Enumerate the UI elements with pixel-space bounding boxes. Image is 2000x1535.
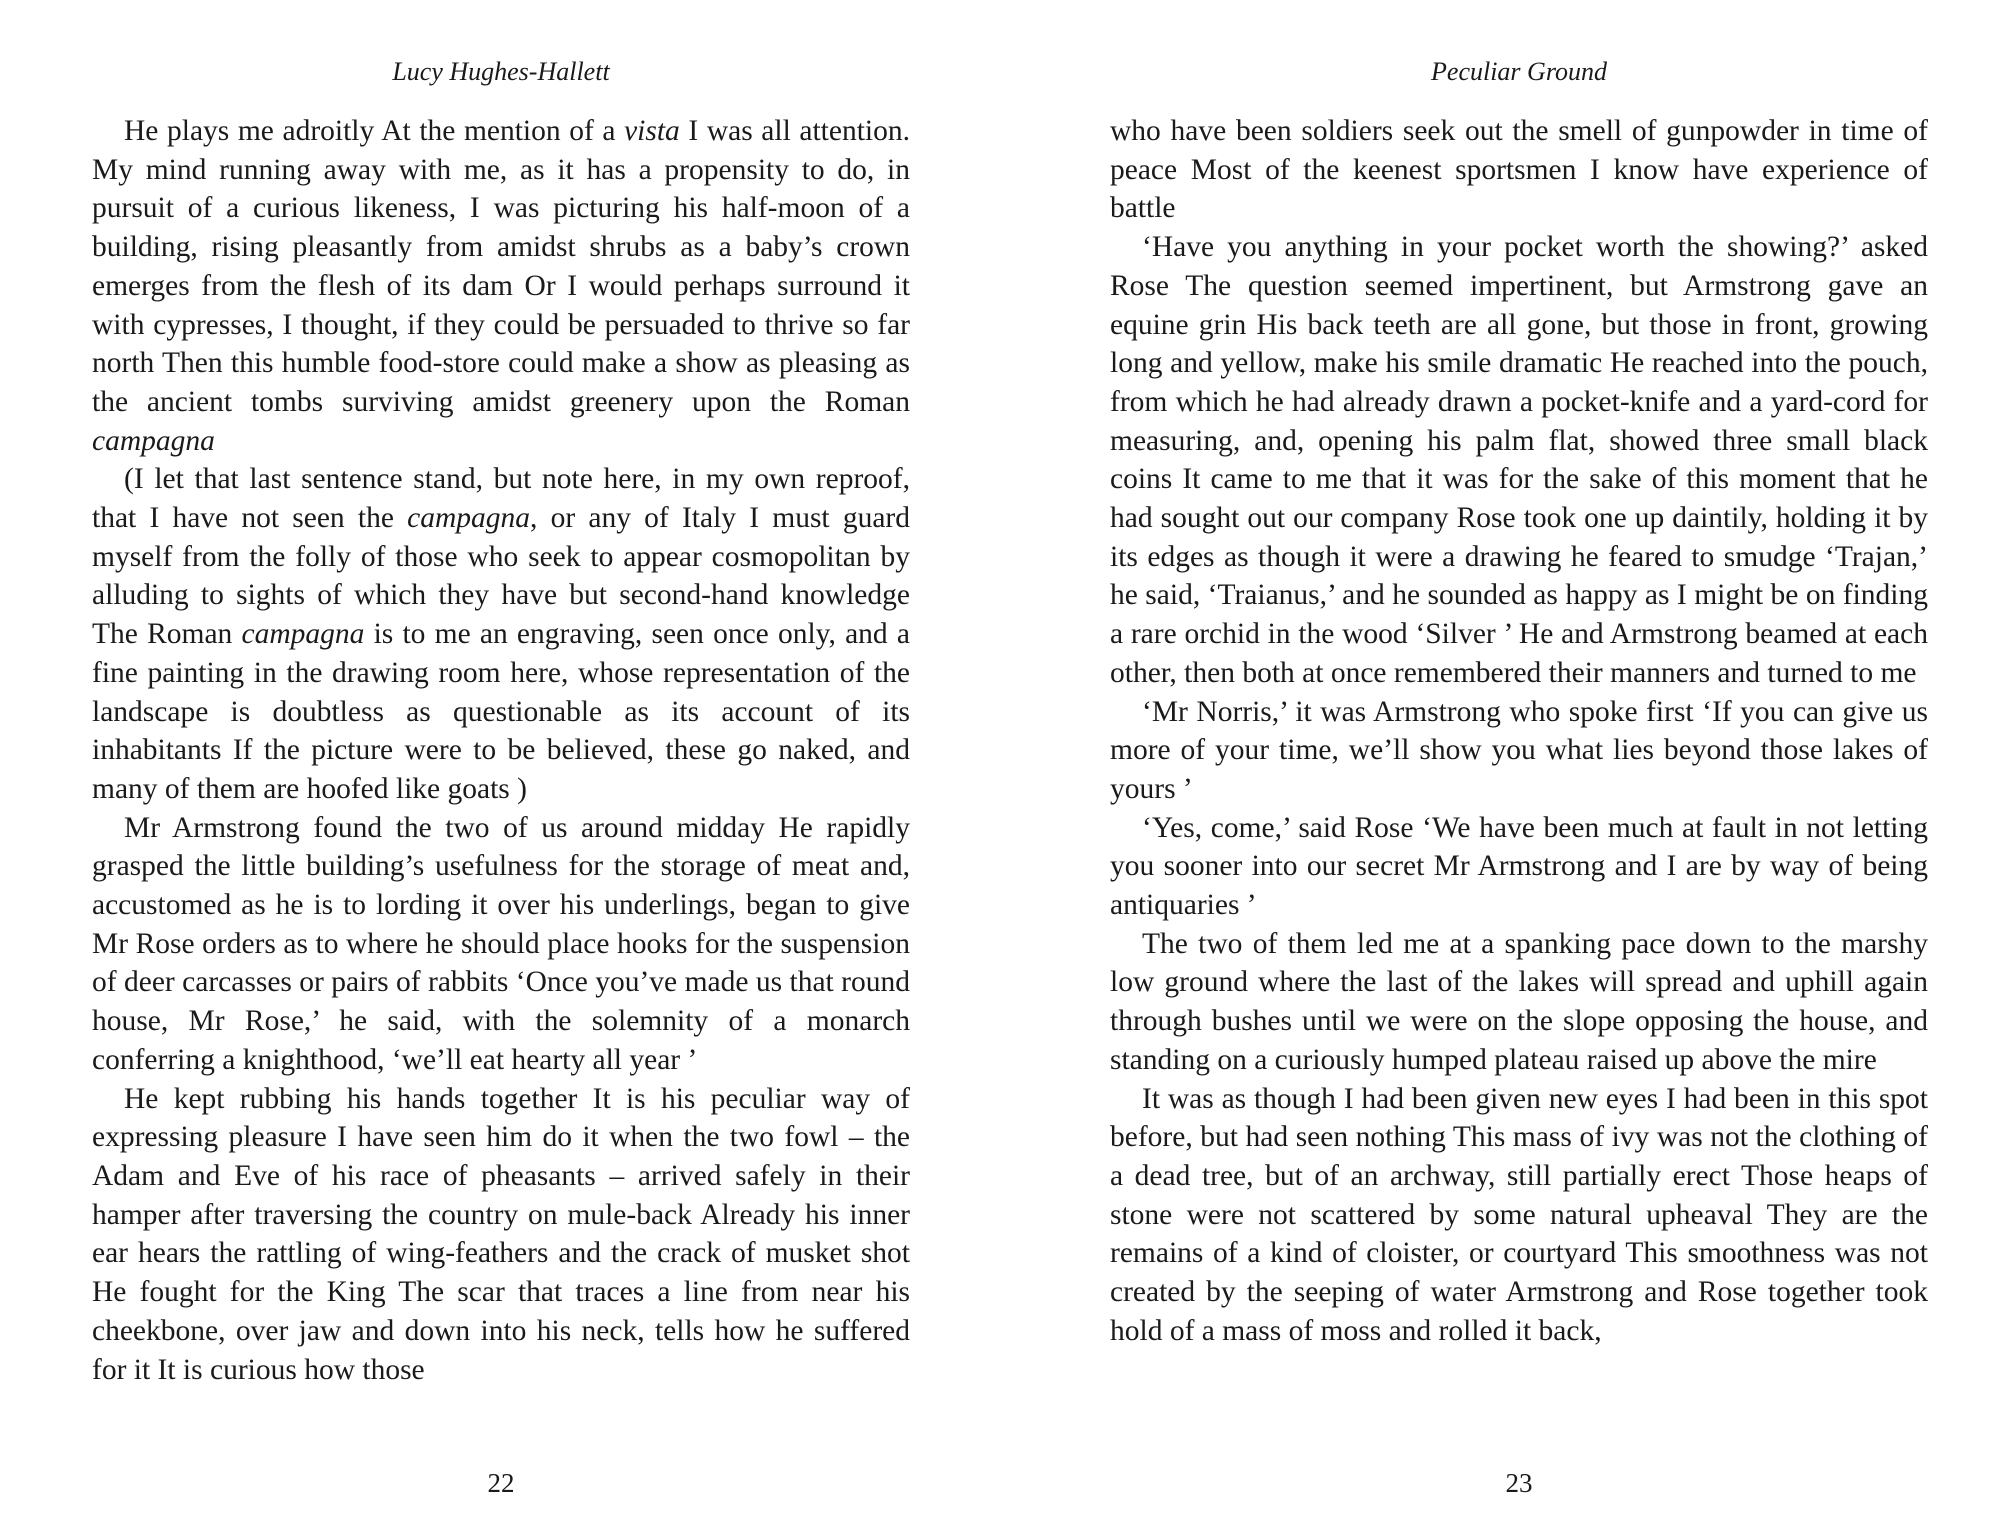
italic-text-run: campagna xyxy=(407,502,531,535)
paragraph xyxy=(92,809,910,1080)
text-run: The two of them led me at a spanking pace down to the marshy low ground where the last of the lakes will spread and uphill again through bushes until we were on the slope opposing the house, and standing on a curiously humped plateau raised up above the mire xyxy=(1110,927,1928,1076)
text-run: He kept rubbing his hands together It is his peculiar way of expressing pleasure I have seen him do it when the two fowl – the Adam and Eve of his race of pheasants – arrived safely in their hamper after traversing the country on mule-back Already his inner ear hears the rattling of wing-feathers and the crack of musket shot He fought for the King The scar that traces a line from near his cheekbone, over jaw and down into his neck, tells how he suffered for it It is curious how those xyxy=(92,1082,910,1386)
text-run: ‘Yes, come,’ said Rose ‘We have been much at fault in not letting you sooner into our secret Mr Armstrong and I are by way of being antiquaries ’ xyxy=(1110,811,1928,922)
page-number: 23 xyxy=(1505,1468,1533,1498)
page-number: 22 xyxy=(487,1468,515,1498)
running-head-title: Peculiar Ground xyxy=(1431,57,1607,86)
italic-text-run: campagna xyxy=(92,424,215,457)
text-run: , or any of Italy I must guard myself from the folly of those who seek to appear cosmopolitan by alluding to sights of which they have but second-hand knowledge The Roman xyxy=(92,502,910,651)
paragraph xyxy=(92,460,910,808)
text-run: is to me an engraving, seen once only, and a fine painting in the drawing room here, whose representation of the landscape is doubtless as questionable as its account of its inhabitants If the picture were to be believed, these go naked, and many of them are hoofed like goats ) xyxy=(92,618,910,805)
italic-text-run: vista xyxy=(624,115,680,147)
paragraph xyxy=(1110,1080,1928,1351)
paragraph xyxy=(1110,925,1928,1080)
right-page-body xyxy=(1110,112,1928,1351)
paragraph xyxy=(92,1080,910,1390)
paragraph xyxy=(1110,809,1928,925)
paragraph xyxy=(92,112,910,460)
left-page-body xyxy=(92,112,910,1389)
text-run: ‘Mr Norris,’ it was Armstrong who spoke first ‘If you can give us more of your time, we’ll show you what lies beyond those lakes of yours ’ xyxy=(1110,695,1928,805)
right-page xyxy=(1110,0,1928,1535)
italic-text-run: campagna xyxy=(241,618,365,651)
running-head-author: Lucy Hughes-Hallett xyxy=(392,57,610,86)
text-run: who have been soldiers seek out the smell of gunpowder in time of peace Most of the keenest sportsmen I know have experience of battle xyxy=(1110,115,1928,225)
text-run: ‘Have you anything in your pocket worth the showing?’ asked Rose The question seemed impertinent, but Armstrong gave an equine grin His back teeth are all gone, but those in front, growing long and yellow, make his smile dramatic He reached into the pouch, from which he had already drawn a pocket-knife and a yard-cord for measuring, and, opening his palm flat, showed three small black coins It came to me that it was for the sake of this moment that he had sought out our company Rose took one up daintily, holding it by its edges as though it were a drawing he feared to smudge ‘Trajan,’ he said, ‘Traianus,’ and he sounded as happy as I might be on finding a rare orchid in the wood ‘Silver ’ He and Armstrong beamed at each other, then both at once remembered their manners and turned to me xyxy=(1110,231,1928,689)
text-run: Mr Armstrong found the two of us around midday He rapidly grasped the little building’s usefulness for the storage of meat and, accustomed as he is to lording it over his underlings, began to give Mr Rose orders as to where he should place hooks for the suspension of deer carcasses or pairs of rabbits ‘Once you’ve made us that round house, Mr Rose,’ he said, with the solemnity of a monarch conferring a knighthood, ‘we’ll eat hearty all year ’ xyxy=(92,811,910,1076)
text-run: (I let that last sentence stand, but note here, in my own reproof, that I have not seen the xyxy=(92,463,910,535)
text-run: I was all attention. My mind running away with me, as it has a propensity to do, in pursuit of a curious likeness, I was picturing his half-moon of a building, rising pleasantly from amidst shrubs as a baby’s crown emerges from the flesh of its dam Or I would perhaps surround it with cypresses, I thought, if they could be persuaded to thrive so far north Then this humble food-store could make a show as pleasing as the ancient tombs surviving amidst greenery upon the Roman xyxy=(92,115,910,418)
left-page xyxy=(92,0,910,1535)
paragraph xyxy=(1110,228,1928,692)
paragraph xyxy=(1110,693,1928,809)
text-run: He plays me adroitly At the mention of a xyxy=(124,115,625,147)
text-run: It was as though I had been given new eyes I had been in this spot before, but had seen nothing This mass of ivy was not the clothing of a dead tree, but of an archway, still partially erect Those heaps of stone were not scattered by some natural upheaval They are the remains of a kind of cloister, or courtyard This smoothness was not created by the seeping of water Armstrong and Rose together took hold of a mass of moss and rolled it back, xyxy=(1110,1082,1928,1347)
paragraph-continued xyxy=(1110,112,1928,228)
